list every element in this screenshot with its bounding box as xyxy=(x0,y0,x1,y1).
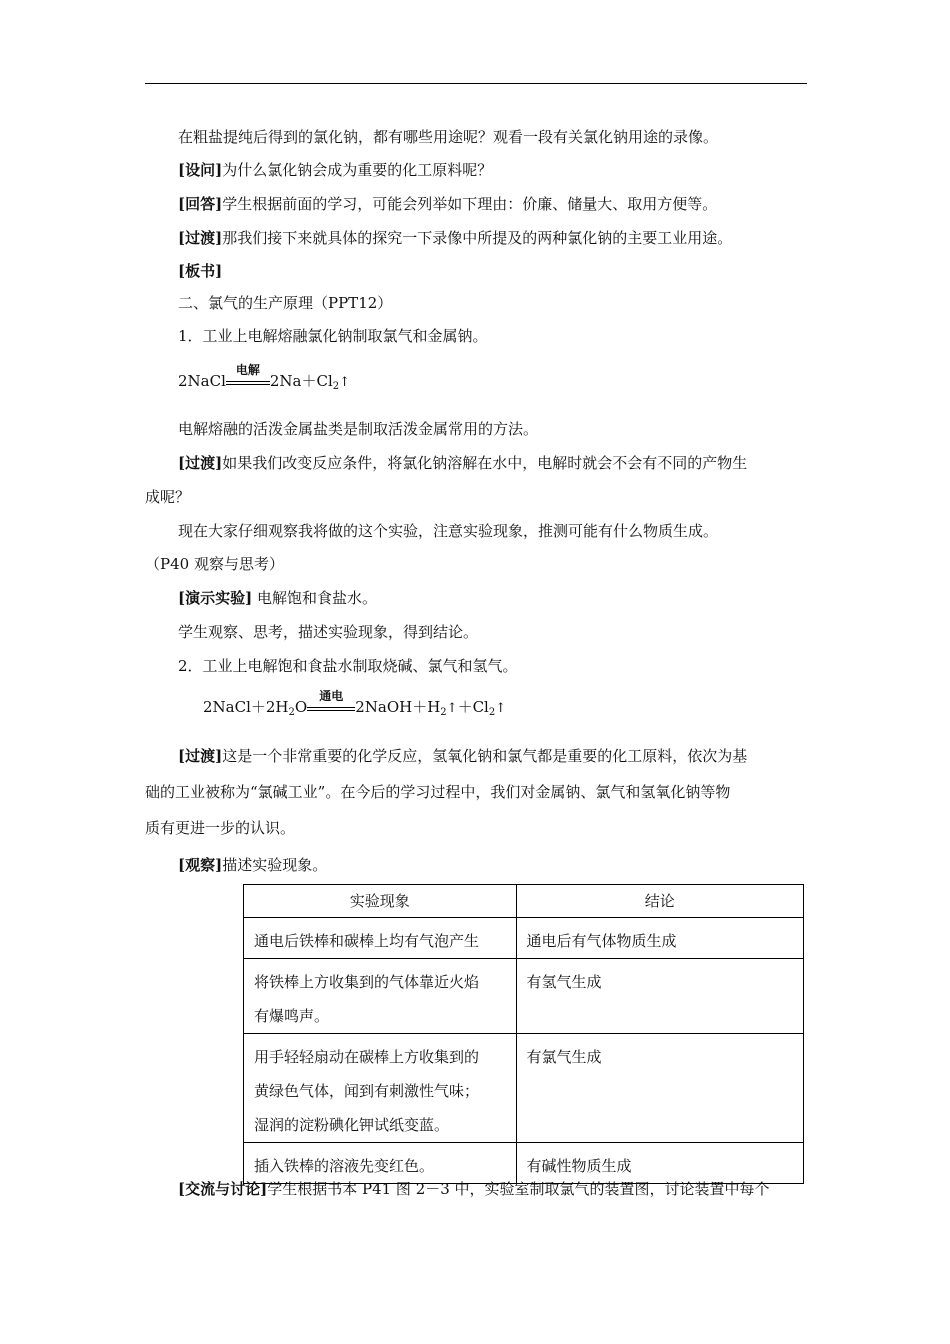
table-cell-conclusion: 有氢气生成 xyxy=(516,959,803,1034)
paragraph-transition-1: [过渡]那我们接下来就具体的探究一下录像中所提及的两种氯化钠的主要工业用途。 xyxy=(178,229,733,247)
table-row xyxy=(244,918,804,959)
paragraph-item-2: 2．工业上电解饱和食盐水制取烧碱、氯气和氢气。 xyxy=(178,657,518,675)
tag-demo: [演示实验] xyxy=(178,589,253,607)
paragraph-transition-3a: [过渡]这是一个非常重要的化学反应，氢氧化钠和氯气都是重要的化工原料，依次为基 xyxy=(178,747,748,765)
paragraph-method: 电解熔融的活泼金属盐类是制取活泼金属常用的方法。 xyxy=(178,420,539,438)
paragraph-usage: 在粗盐提纯后得到的氯化钠，都有哪些用途呢？观看一段有关氯化钠用途的录像。 xyxy=(178,128,719,146)
gas-arrow-icon: ↑ xyxy=(446,701,458,716)
tag-question: [设问] xyxy=(178,161,223,179)
table-row xyxy=(244,959,804,1034)
section-heading: 二、氯气的生产原理（PPT12） xyxy=(178,294,393,312)
reaction-condition-sign: 通电 xyxy=(307,705,355,711)
paragraph-transition-3b: 础的工业被称为“氯碱工业”。在今后的学习过程中，我们对金属钠、氯气和氢氧化钠等物 xyxy=(145,783,731,801)
tag-answer: [回答] xyxy=(178,195,223,213)
table-cell-phenomenon: 通电后铁棒和碳棒上均有气泡产生 xyxy=(244,918,517,959)
tag-discussion: [交流与讨论] xyxy=(178,1180,268,1198)
equation-electrolysis-brine: $2NaCl+2H_2O$ 通电 $2NaOH+H_2↑+Cl_2↑$ xyxy=(203,689,507,718)
equation-electrolysis-molten: 2NaCl 电解 $2Na+Cl_2↑$ xyxy=(178,363,351,392)
table-header-cell: 结论 xyxy=(516,885,803,918)
paragraph-students: 学生观察、思考，描述实验现象，得到结论。 xyxy=(178,623,479,641)
table-header-cell: 实验现象 xyxy=(244,885,517,918)
gas-arrow-icon: ↑ xyxy=(339,375,351,390)
tag-observe: [观察] xyxy=(178,856,223,874)
paragraph-transition-2a: [过渡]如果我们改变反应条件，将氯化钠溶解在水中，电解时就会不会有不同的产物生 xyxy=(178,454,748,472)
header-rule xyxy=(145,83,807,84)
tag-transition: [过渡] xyxy=(178,229,223,247)
paragraph-item-1: 1．工业上电解熔融氯化钠制取氯气和金属钠。 xyxy=(178,327,488,345)
gas-arrow-icon: ↑ xyxy=(495,701,507,716)
table-cell-phenomenon: 用手轻轻扇动在碳棒上方收集到的 黄绿色气体，闻到有刺激性气味； 湿润的淀粉碘化钾试纸变蓝。 xyxy=(244,1034,517,1143)
tag-transition: [过渡] xyxy=(178,747,223,765)
table-cell-conclusion: 有碱性物质生成 xyxy=(516,1143,803,1184)
tag-transition: [过渡] xyxy=(178,454,223,472)
paragraph-observation: [观察]描述实验现象。 xyxy=(178,856,328,874)
paragraph-board xyxy=(178,261,222,281)
paragraph-reference: （P40 观察与思考） xyxy=(145,555,284,573)
paragraph-demo: [演示实验] 电解饱和食盐水。 xyxy=(178,589,377,607)
paragraph-answer: [回答]学生根据前面的学习，可能会列举如下理由：价廉、储量大、取用方便等。 xyxy=(178,195,718,213)
table-row xyxy=(244,1034,804,1143)
tag-board: [板书] xyxy=(178,262,223,280)
paragraph-question: [设问]为什么氯化钠会成为重要的化工原料呢？ xyxy=(178,161,493,179)
reaction-condition-sign: 电解 xyxy=(226,379,270,385)
paragraph-discussion: [交流与讨论]学生根据书本 P41 图 2－3 中，实验室制取氯气的装置图，讨论装置中每个 xyxy=(178,1180,770,1198)
table-cell-conclusion: 通电后有气体物质生成 xyxy=(516,918,803,959)
paragraph-transition-2b: 成呢？ xyxy=(145,488,191,506)
table-cell-phenomenon: 插入铁棒的溶液先变红色。 xyxy=(244,1143,517,1184)
paragraph-transition-3c: 质有更进一步的认识。 xyxy=(145,819,296,837)
table-header-row xyxy=(244,885,804,918)
table-row xyxy=(244,1143,804,1184)
paragraph-observe-instruction: 现在大家仔细观察我将做的这个实验，注意实验现象，推测可能有什么物质生成。 xyxy=(178,522,719,540)
observation-table xyxy=(243,884,804,1184)
table-cell-conclusion: 有氯气生成 xyxy=(516,1034,803,1143)
table-cell-phenomenon: 将铁棒上方收集到的气体靠近火焰 有爆鸣声。 xyxy=(244,959,517,1034)
